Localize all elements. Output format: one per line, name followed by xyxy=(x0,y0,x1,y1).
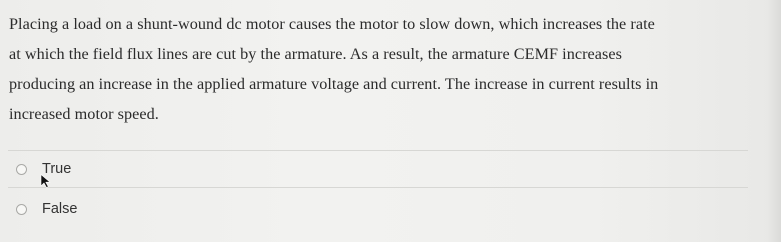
radio-button-icon[interactable] xyxy=(16,164,27,175)
divider xyxy=(8,187,748,188)
option-label: True xyxy=(42,161,72,177)
option-label: False xyxy=(42,201,78,217)
page-edge-shadow xyxy=(767,0,781,242)
option-false[interactable] xyxy=(16,201,77,217)
divider xyxy=(8,150,748,151)
question-line: increased motor speed. xyxy=(9,105,159,123)
question-line: Placing a load on a shunt-wound dc motor causes the motor to slow down, which increases the rate xyxy=(9,15,655,33)
question-line: at which the field flux lines are cut by the armature. As a result, the armature CEMF increases xyxy=(9,45,622,63)
question-text xyxy=(9,9,769,129)
mouse-pointer-icon xyxy=(40,174,52,188)
question-line: producing an increase in the applied armature voltage and current. The increase in current results in xyxy=(9,75,659,93)
radio-button-icon[interactable] xyxy=(16,204,27,215)
